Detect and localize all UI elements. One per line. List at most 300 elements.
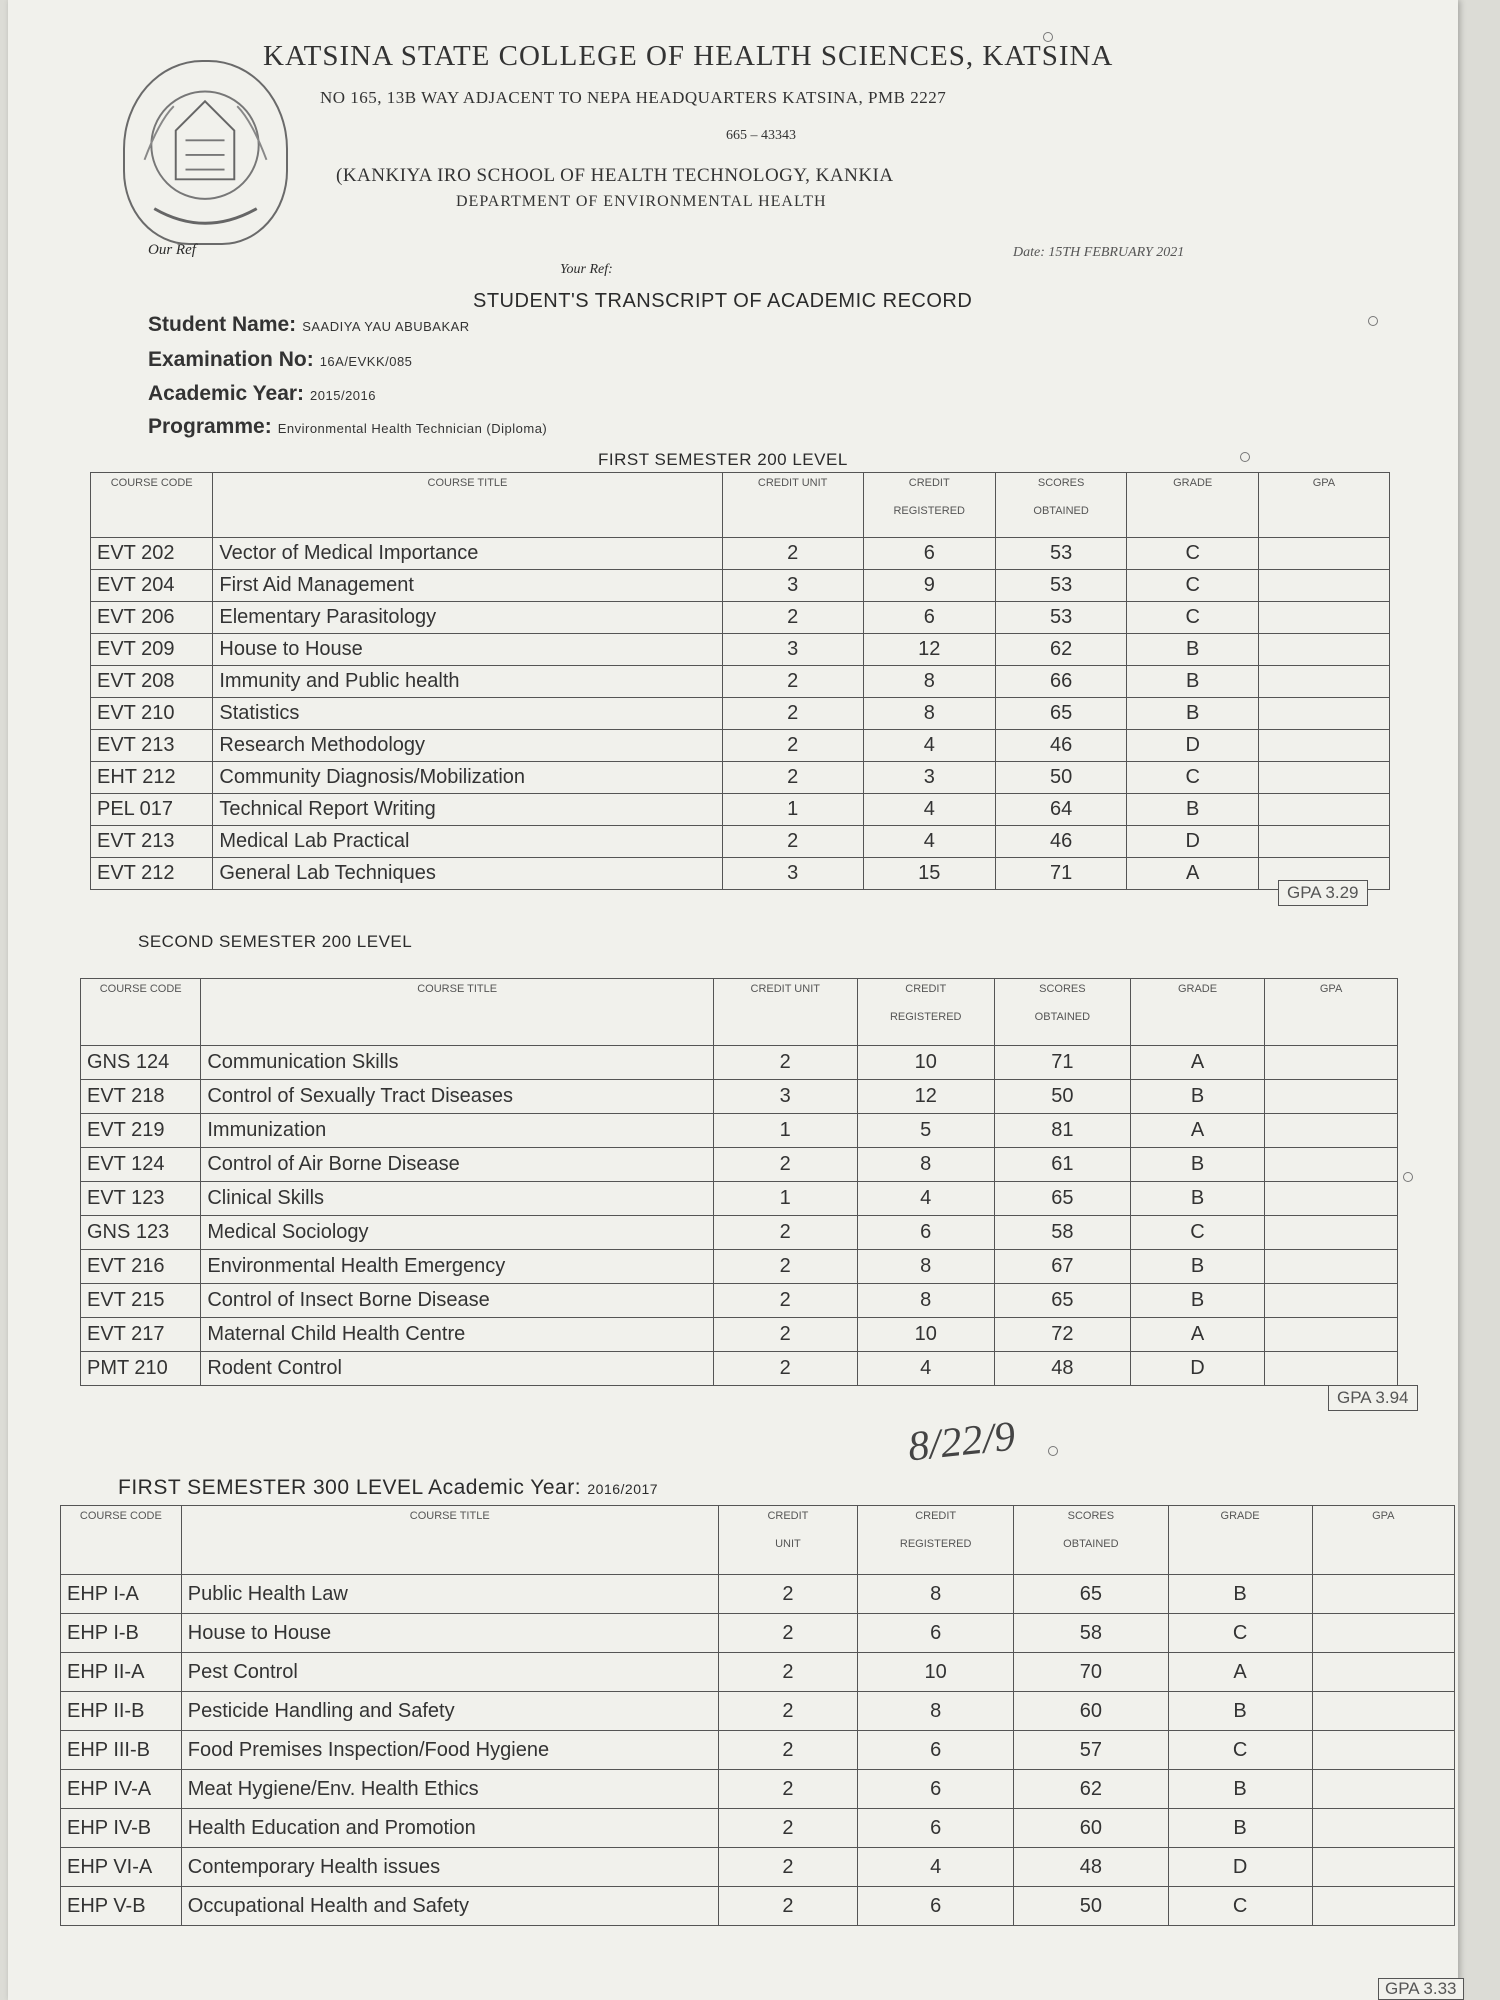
score-cell: 70 bbox=[1014, 1653, 1168, 1692]
table-row bbox=[91, 730, 1390, 762]
exam-number-row bbox=[148, 348, 412, 372]
school-name: (KANKIYA IRO SCHOOL OF HEALTH TECHNOLOGY, KANKIA bbox=[336, 165, 894, 186]
table-row bbox=[91, 634, 1390, 666]
col-credit-registered: CREDIT REGISTERED bbox=[858, 1506, 1014, 1575]
credit-registered-cell: 4 bbox=[863, 826, 995, 858]
col-credit-registered: CREDIT REGISTERED bbox=[863, 473, 995, 538]
course-code-cell: EVT 213 bbox=[91, 730, 213, 762]
course-title-cell: Maternal Child Health Centre bbox=[201, 1318, 714, 1352]
course-code-cell: EHP II-B bbox=[61, 1692, 182, 1731]
table-row bbox=[61, 1614, 1455, 1653]
grade-cell: A bbox=[1127, 858, 1258, 890]
table-row bbox=[61, 1770, 1455, 1809]
course-code-cell: EVT 216 bbox=[81, 1250, 201, 1284]
course-title-cell: First Aid Management bbox=[213, 570, 722, 602]
grade-cell: D bbox=[1130, 1352, 1264, 1386]
credit-unit-cell: 2 bbox=[718, 1887, 858, 1926]
course-title-cell: Environmental Health Emergency bbox=[201, 1250, 714, 1284]
course-title-cell: Occupational Health and Safety bbox=[181, 1887, 718, 1926]
score-cell: 58 bbox=[1014, 1614, 1168, 1653]
course-title-cell: House to House bbox=[213, 634, 722, 666]
credit-unit-cell: 2 bbox=[722, 826, 863, 858]
gpa-cell bbox=[1258, 826, 1389, 858]
credit-unit-cell: 2 bbox=[713, 1046, 857, 1080]
grade-cell: B bbox=[1130, 1080, 1264, 1114]
speck bbox=[1043, 32, 1053, 42]
speck bbox=[1048, 1446, 1058, 1456]
table-header-row bbox=[61, 1506, 1455, 1575]
table-row bbox=[61, 1731, 1455, 1770]
table-row bbox=[81, 1182, 1398, 1216]
credit-unit-cell: 2 bbox=[713, 1352, 857, 1386]
credit-unit-cell: 1 bbox=[713, 1114, 857, 1148]
col-gpa: GPA bbox=[1258, 473, 1389, 538]
course-title-cell: Health Education and Promotion bbox=[181, 1809, 718, 1848]
college-name: KATSINA STATE COLLEGE OF HEALTH SCIENCES, KATSINA bbox=[263, 40, 1114, 72]
course-code-cell: EVT 204 bbox=[91, 570, 213, 602]
department-name: DEPARTMENT OF ENVIRONMENTAL HEALTH bbox=[456, 193, 827, 210]
table-row bbox=[61, 1653, 1455, 1692]
course-code-cell: EVT 206 bbox=[91, 602, 213, 634]
credit-registered-cell: 8 bbox=[857, 1148, 994, 1182]
credit-registered-cell: 4 bbox=[857, 1182, 994, 1216]
grade-cell: C bbox=[1168, 1887, 1312, 1926]
course-code-cell: EVT 208 bbox=[91, 666, 213, 698]
grade-cell: B bbox=[1130, 1250, 1264, 1284]
course-title-cell: House to House bbox=[181, 1614, 718, 1653]
handwritten-note: 8/22/9 bbox=[905, 1413, 1018, 1471]
course-title-cell: Pesticide Handling and Safety bbox=[181, 1692, 718, 1731]
credit-registered-cell: 6 bbox=[858, 1770, 1014, 1809]
course-title-cell: Clinical Skills bbox=[201, 1182, 714, 1216]
col-grade: GRADE bbox=[1127, 473, 1258, 538]
credit-registered-cell: 4 bbox=[863, 794, 995, 826]
semester-1-table bbox=[90, 472, 1390, 890]
programme-value: Environmental Health Technician (Diploma) bbox=[277, 421, 548, 436]
score-cell: 60 bbox=[1014, 1692, 1168, 1731]
gpa-cell bbox=[1312, 1770, 1454, 1809]
gpa-cell bbox=[1312, 1887, 1454, 1926]
course-title-cell: Immunization bbox=[201, 1114, 714, 1148]
col-scores-obtained: SCORES OBTAINED bbox=[1014, 1506, 1168, 1575]
credit-registered-cell: 6 bbox=[858, 1614, 1014, 1653]
col-gpa: GPA bbox=[1312, 1506, 1454, 1575]
grade-cell: D bbox=[1127, 826, 1258, 858]
course-code-cell: GNS 124 bbox=[81, 1046, 201, 1080]
credit-unit-cell: 2 bbox=[718, 1614, 858, 1653]
course-title-cell: General Lab Techniques bbox=[213, 858, 722, 890]
semester-3-gpa: GPA 3.33 bbox=[1378, 1978, 1464, 2000]
gpa-cell bbox=[1258, 634, 1389, 666]
grade-cell: B bbox=[1168, 1575, 1312, 1614]
col-course-code: COURSE CODE bbox=[91, 473, 213, 538]
credit-unit-cell: 2 bbox=[713, 1148, 857, 1182]
gpa-cell bbox=[1312, 1692, 1454, 1731]
document-title: STUDENT'S TRANSCRIPT OF ACADEMIC RECORD bbox=[473, 290, 973, 312]
gpa-cell bbox=[1258, 794, 1389, 826]
score-cell: 48 bbox=[994, 1352, 1130, 1386]
course-code-cell: EVT 210 bbox=[91, 698, 213, 730]
course-code-cell: EVT 124 bbox=[81, 1148, 201, 1182]
grade-cell: C bbox=[1130, 1216, 1264, 1250]
table-row bbox=[61, 1809, 1455, 1848]
speck bbox=[1240, 452, 1250, 462]
table-row bbox=[81, 1148, 1398, 1182]
speck bbox=[1403, 1172, 1413, 1182]
course-code-cell: EVT 219 bbox=[81, 1114, 201, 1148]
credit-unit-cell: 2 bbox=[718, 1809, 858, 1848]
transcript-sheet bbox=[8, 0, 1458, 2000]
course-title-cell: Medical Sociology bbox=[201, 1216, 714, 1250]
gpa-cell bbox=[1258, 538, 1389, 570]
col-course-title: COURSE TITLE bbox=[213, 473, 722, 538]
gpa-cell bbox=[1258, 762, 1389, 794]
course-title-cell: Public Health Law bbox=[181, 1575, 718, 1614]
score-cell: 58 bbox=[994, 1216, 1130, 1250]
semester-3-title-text: FIRST SEMESTER 300 LEVEL Academic Year: bbox=[118, 1476, 582, 1499]
exam-number-value: 16A/EVKK/085 bbox=[319, 354, 413, 369]
gpa-cell bbox=[1312, 1653, 1454, 1692]
course-title-cell: Medical Lab Practical bbox=[213, 826, 722, 858]
table-row bbox=[61, 1575, 1455, 1614]
col-credit-registered: CREDIT REGISTERED bbox=[857, 979, 994, 1046]
table-row bbox=[81, 1284, 1398, 1318]
credit-unit-cell: 2 bbox=[718, 1692, 858, 1731]
credit-unit-cell: 2 bbox=[718, 1848, 858, 1887]
gpa-cell bbox=[1258, 698, 1389, 730]
gpa-cell bbox=[1312, 1731, 1454, 1770]
course-title-cell: Meat Hygiene/Env. Health Ethics bbox=[181, 1770, 718, 1809]
grade-cell: B bbox=[1168, 1770, 1312, 1809]
credit-registered-cell: 5 bbox=[857, 1114, 994, 1148]
semester-3-year: 2016/2017 bbox=[587, 1481, 659, 1497]
score-cell: 50 bbox=[1014, 1887, 1168, 1926]
course-code-cell: EHP IV-B bbox=[61, 1809, 182, 1848]
grade-cell: B bbox=[1130, 1182, 1264, 1216]
table-row bbox=[61, 1692, 1455, 1731]
credit-registered-cell: 10 bbox=[857, 1046, 994, 1080]
credit-unit-cell: 2 bbox=[722, 602, 863, 634]
course-title-cell: Statistics bbox=[213, 698, 722, 730]
course-code-cell: EVT 123 bbox=[81, 1182, 201, 1216]
gpa-cell bbox=[1265, 1284, 1398, 1318]
table-row bbox=[81, 1216, 1398, 1250]
course-title-cell: Community Diagnosis/Mobilization bbox=[213, 762, 722, 794]
course-code-cell: EHP V-B bbox=[61, 1887, 182, 1926]
table-row bbox=[81, 1046, 1398, 1080]
grade-cell: C bbox=[1168, 1614, 1312, 1653]
table-row bbox=[91, 666, 1390, 698]
gpa-cell bbox=[1312, 1848, 1454, 1887]
credit-unit-cell: 3 bbox=[722, 570, 863, 602]
gpa-cell bbox=[1258, 730, 1389, 762]
college-crest-logo bbox=[123, 60, 288, 245]
score-cell: 65 bbox=[1014, 1575, 1168, 1614]
table-header-row bbox=[81, 979, 1398, 1046]
credit-unit-cell: 2 bbox=[718, 1731, 858, 1770]
table-row bbox=[91, 858, 1390, 890]
credit-unit-cell: 3 bbox=[722, 858, 863, 890]
credit-registered-cell: 8 bbox=[857, 1284, 994, 1318]
grade-cell: B bbox=[1127, 698, 1258, 730]
gpa-cell bbox=[1265, 1352, 1398, 1386]
table-row bbox=[61, 1848, 1455, 1887]
score-cell: 67 bbox=[994, 1250, 1130, 1284]
student-name-label: Student Name: bbox=[148, 313, 297, 336]
credit-registered-cell: 8 bbox=[863, 698, 995, 730]
credit-unit-cell: 2 bbox=[713, 1216, 857, 1250]
programme-row bbox=[148, 415, 547, 439]
grade-cell: D bbox=[1168, 1848, 1312, 1887]
score-cell: 53 bbox=[995, 602, 1127, 634]
semester-2-title: SECOND SEMESTER 200 LEVEL bbox=[138, 932, 413, 951]
grade-cell: C bbox=[1168, 1731, 1312, 1770]
credit-registered-cell: 6 bbox=[857, 1216, 994, 1250]
col-gpa: GPA bbox=[1265, 979, 1398, 1046]
credit-unit-cell: 2 bbox=[718, 1770, 858, 1809]
gpa-cell bbox=[1258, 602, 1389, 634]
gpa-cell bbox=[1265, 1080, 1398, 1114]
col-grade: GRADE bbox=[1168, 1506, 1312, 1575]
table-row bbox=[81, 1250, 1398, 1284]
col-scores-obtained: SCORES OBTAINED bbox=[994, 979, 1130, 1046]
credit-registered-cell: 6 bbox=[863, 538, 995, 570]
table-row bbox=[61, 1887, 1455, 1926]
course-code-cell: EHP III-B bbox=[61, 1731, 182, 1770]
credit-unit-cell: 2 bbox=[713, 1318, 857, 1352]
table-row bbox=[91, 762, 1390, 794]
course-code-cell: EHP I-A bbox=[61, 1575, 182, 1614]
course-title-cell: Control of Sexually Tract Diseases bbox=[201, 1080, 714, 1114]
course-title-cell: Vector of Medical Importance bbox=[213, 538, 722, 570]
course-title-cell: Pest Control bbox=[181, 1653, 718, 1692]
table-header-row bbox=[91, 473, 1390, 538]
credit-registered-cell: 8 bbox=[857, 1250, 994, 1284]
score-cell: 50 bbox=[995, 762, 1127, 794]
semester-3-title bbox=[118, 1476, 658, 1500]
course-title-cell: Research Methodology bbox=[213, 730, 722, 762]
course-code-cell: EHP II-A bbox=[61, 1653, 182, 1692]
credit-registered-cell: 10 bbox=[858, 1653, 1014, 1692]
course-code-cell: EVT 212 bbox=[91, 858, 213, 890]
course-title-cell: Control of Air Borne Disease bbox=[201, 1148, 714, 1182]
table-row bbox=[91, 794, 1390, 826]
course-title-cell: Elementary Parasitology bbox=[213, 602, 722, 634]
academic-year-row bbox=[148, 382, 376, 406]
credit-registered-cell: 4 bbox=[857, 1352, 994, 1386]
course-title-cell: Immunity and Public health bbox=[213, 666, 722, 698]
col-credit-unit: CREDIT UNIT bbox=[713, 979, 857, 1046]
credit-registered-cell: 8 bbox=[863, 666, 995, 698]
our-ref-label: Our Ref bbox=[148, 242, 196, 258]
student-name-value: SAADIYA YAU ABUBAKAR bbox=[302, 319, 470, 334]
score-cell: 81 bbox=[994, 1114, 1130, 1148]
semester-3-table bbox=[60, 1505, 1455, 1926]
semester-1-gpa: GPA 3.29 bbox=[1278, 880, 1368, 906]
score-cell: 65 bbox=[995, 698, 1127, 730]
semester-2-table bbox=[80, 978, 1398, 1386]
course-title-cell: Food Premises Inspection/Food Hygiene bbox=[181, 1731, 718, 1770]
gpa-cell bbox=[1258, 570, 1389, 602]
course-code-cell: PEL 017 bbox=[91, 794, 213, 826]
your-ref-label: Your Ref: bbox=[560, 262, 613, 277]
grade-cell: B bbox=[1168, 1809, 1312, 1848]
college-phone: 665 – 43343 bbox=[726, 128, 796, 143]
score-cell: 46 bbox=[995, 826, 1127, 858]
credit-unit-cell: 1 bbox=[713, 1182, 857, 1216]
exam-number-label: Examination No: bbox=[148, 348, 314, 371]
grade-cell: A bbox=[1130, 1318, 1264, 1352]
score-cell: 65 bbox=[994, 1284, 1130, 1318]
score-cell: 64 bbox=[995, 794, 1127, 826]
credit-registered-cell: 9 bbox=[863, 570, 995, 602]
grade-cell: C bbox=[1127, 602, 1258, 634]
score-cell: 65 bbox=[994, 1182, 1130, 1216]
table-row bbox=[81, 1352, 1398, 1386]
credit-registered-cell: 15 bbox=[863, 858, 995, 890]
col-scores-obtained: SCORES OBTAINED bbox=[995, 473, 1127, 538]
score-cell: 71 bbox=[995, 858, 1127, 890]
table-row bbox=[91, 602, 1390, 634]
score-cell: 61 bbox=[994, 1148, 1130, 1182]
table-row bbox=[91, 826, 1390, 858]
table-row bbox=[91, 570, 1390, 602]
grade-cell: C bbox=[1127, 762, 1258, 794]
col-grade: GRADE bbox=[1130, 979, 1264, 1046]
gpa-cell bbox=[1265, 1148, 1398, 1182]
credit-registered-cell: 12 bbox=[857, 1080, 994, 1114]
table-row bbox=[81, 1318, 1398, 1352]
gpa-cell bbox=[1265, 1114, 1398, 1148]
score-cell: 53 bbox=[995, 538, 1127, 570]
gpa-cell bbox=[1265, 1250, 1398, 1284]
credit-registered-cell: 3 bbox=[863, 762, 995, 794]
course-code-cell: EVT 218 bbox=[81, 1080, 201, 1114]
grade-cell: B bbox=[1130, 1148, 1264, 1182]
score-cell: 60 bbox=[1014, 1809, 1168, 1848]
credit-unit-cell: 2 bbox=[722, 762, 863, 794]
course-code-cell: EHT 212 bbox=[91, 762, 213, 794]
document-date: Date: 15TH FEBRUARY 2021 bbox=[1013, 245, 1185, 260]
credit-unit-cell: 2 bbox=[718, 1575, 858, 1614]
grade-cell: D bbox=[1127, 730, 1258, 762]
gpa-cell bbox=[1265, 1182, 1398, 1216]
col-credit-unit: CREDIT UNIT bbox=[722, 473, 863, 538]
credit-unit-cell: 3 bbox=[722, 634, 863, 666]
gpa-cell bbox=[1265, 1216, 1398, 1250]
grade-cell: B bbox=[1127, 666, 1258, 698]
gpa-cell bbox=[1312, 1809, 1454, 1848]
credit-unit-cell: 2 bbox=[722, 730, 863, 762]
gpa-cell bbox=[1265, 1046, 1398, 1080]
course-code-cell: EHP VI-A bbox=[61, 1848, 182, 1887]
credit-unit-cell: 2 bbox=[722, 538, 863, 570]
course-title-cell: Communication Skills bbox=[201, 1046, 714, 1080]
credit-unit-cell: 2 bbox=[718, 1653, 858, 1692]
credit-unit-cell: 3 bbox=[713, 1080, 857, 1114]
academic-year-value: 2015/2016 bbox=[310, 388, 376, 403]
course-code-cell: EVT 209 bbox=[91, 634, 213, 666]
credit-registered-cell: 6 bbox=[863, 602, 995, 634]
credit-unit-cell: 2 bbox=[713, 1250, 857, 1284]
grade-cell: B bbox=[1127, 634, 1258, 666]
score-cell: 50 bbox=[994, 1080, 1130, 1114]
gpa-cell bbox=[1312, 1575, 1454, 1614]
credit-registered-cell: 4 bbox=[858, 1848, 1014, 1887]
grade-cell: A bbox=[1130, 1114, 1264, 1148]
table-row bbox=[91, 698, 1390, 730]
score-cell: 62 bbox=[1014, 1770, 1168, 1809]
credit-registered-cell: 10 bbox=[857, 1318, 994, 1352]
student-name-row bbox=[148, 313, 470, 337]
credit-registered-cell: 4 bbox=[863, 730, 995, 762]
course-title-cell: Contemporary Health issues bbox=[181, 1848, 718, 1887]
score-cell: 62 bbox=[995, 634, 1127, 666]
credit-registered-cell: 8 bbox=[858, 1692, 1014, 1731]
semester-1-title: FIRST SEMESTER 200 LEVEL bbox=[598, 450, 848, 469]
col-course-title: COURSE TITLE bbox=[201, 979, 714, 1046]
credit-registered-cell: 6 bbox=[858, 1887, 1014, 1926]
table-row bbox=[91, 538, 1390, 570]
col-credit-unit: CREDIT UNIT bbox=[718, 1506, 858, 1575]
score-cell: 71 bbox=[994, 1046, 1130, 1080]
score-cell: 48 bbox=[1014, 1848, 1168, 1887]
credit-unit-cell: 1 bbox=[722, 794, 863, 826]
programme-label: Programme: bbox=[148, 415, 272, 438]
course-title-cell: Rodent Control bbox=[201, 1352, 714, 1386]
gpa-cell bbox=[1312, 1614, 1454, 1653]
score-cell: 53 bbox=[995, 570, 1127, 602]
credit-registered-cell: 6 bbox=[858, 1731, 1014, 1770]
course-code-cell: EHP I-B bbox=[61, 1614, 182, 1653]
grade-cell: B bbox=[1168, 1692, 1312, 1731]
grade-cell: B bbox=[1127, 794, 1258, 826]
grade-cell: C bbox=[1127, 570, 1258, 602]
course-code-cell: EVT 217 bbox=[81, 1318, 201, 1352]
course-code-cell: GNS 123 bbox=[81, 1216, 201, 1250]
course-code-cell: EVT 215 bbox=[81, 1284, 201, 1318]
col-course-code: COURSE CODE bbox=[81, 979, 201, 1046]
course-code-cell: EHP IV-A bbox=[61, 1770, 182, 1809]
grade-cell: B bbox=[1130, 1284, 1264, 1318]
col-course-title: COURSE TITLE bbox=[181, 1506, 718, 1575]
college-address: NO 165, 13B WAY ADJACENT TO NEPA HEADQUARTERS KATSINA, PMB 2227 bbox=[320, 88, 947, 107]
credit-registered-cell: 12 bbox=[863, 634, 995, 666]
course-title-cell: Control of Insect Borne Disease bbox=[201, 1284, 714, 1318]
course-code-cell: EVT 213 bbox=[91, 826, 213, 858]
score-cell: 46 bbox=[995, 730, 1127, 762]
course-title-cell: Technical Report Writing bbox=[213, 794, 722, 826]
grade-cell: A bbox=[1130, 1046, 1264, 1080]
gpa-cell bbox=[1265, 1318, 1398, 1352]
score-cell: 72 bbox=[994, 1318, 1130, 1352]
credit-registered-cell: 8 bbox=[858, 1575, 1014, 1614]
course-code-cell: EVT 202 bbox=[91, 538, 213, 570]
score-cell: 66 bbox=[995, 666, 1127, 698]
credit-registered-cell: 6 bbox=[858, 1809, 1014, 1848]
grade-cell: C bbox=[1127, 538, 1258, 570]
gpa-cell bbox=[1258, 666, 1389, 698]
table-row bbox=[81, 1114, 1398, 1148]
course-code-cell: PMT 210 bbox=[81, 1352, 201, 1386]
credit-unit-cell: 2 bbox=[713, 1284, 857, 1318]
credit-unit-cell: 2 bbox=[722, 698, 863, 730]
col-course-code: COURSE CODE bbox=[61, 1506, 182, 1575]
semester-2-gpa: GPA 3.94 bbox=[1328, 1385, 1418, 1411]
score-cell: 57 bbox=[1014, 1731, 1168, 1770]
academic-year-label: Academic Year: bbox=[148, 382, 305, 405]
speck bbox=[1368, 316, 1378, 326]
